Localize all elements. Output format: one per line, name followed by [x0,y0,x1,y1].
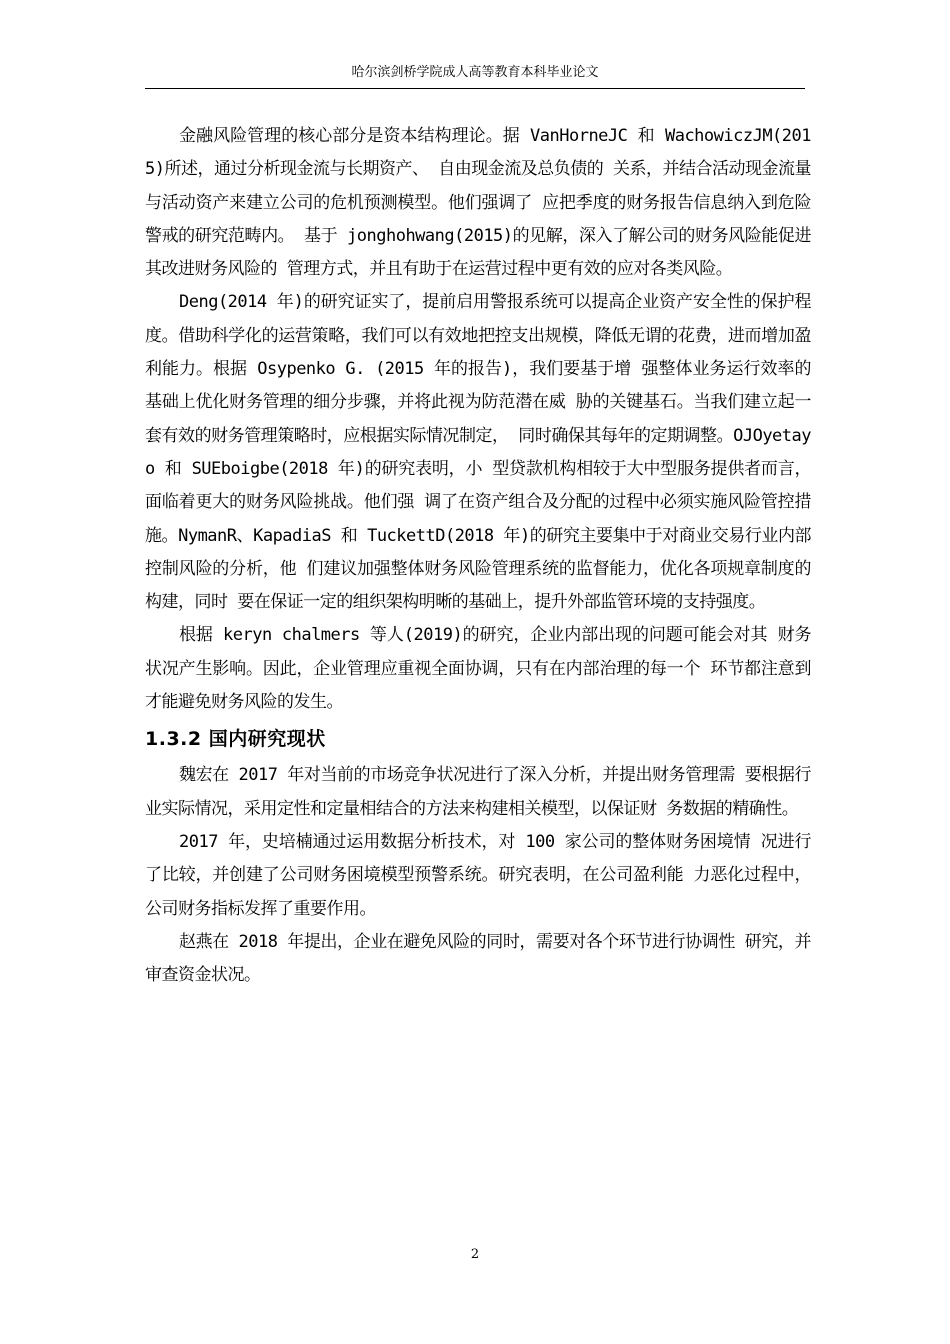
section-heading-domestic-research: 1.3.2 国内研究现状 [145,728,326,751]
paragraph-internal-coordination: 根据 keryn chalmers 等人(2019)的研究，企业内部出现的问题可能会对其 财务状况产生影响。因此，企业管理应重视全面协调，只有在内部治理的每一个 环节都注意到才能避免财务风险的发生。 [145,625,811,713]
paragraph-capital-structure: 金融风险管理的核心部分是资本结构理论。据 VanHorneJC 和 WachowiczJM(2015)所述，通过分析现金流与长期资产、 自由现金流及总负债的 关系，并结合活动现金流量与活动资产来建立公司的危机预测模型。他们强调了 应把季度的财务报告信息纳入到危险警戒的研究范畴内。 基于 jonghohwang(2015)的见解，深入了解公司的财务风险能促进其改进财务风险的 管理方式，并且有助于在运营过程中更有效的应对各类风险。 [145,126,811,280]
paragraph-shi-peinan: 2017 年，史培楠通过运用数据分析技术，对 100 家公司的整体财务困境情 况进行了比较，并创建了公司财务困境模型预警系统。研究表明，在公司盈利能 力恶化过程中，公司财务指标发挥了重要作用。 [145,831,811,919]
paragraph-zhao-yan: 赵燕在 2018 年提出，企业在避免风险的同时，需要对各个环节进行协调性 研究，并审查资金状况。 [145,931,811,986]
paragraph-early-warning: Deng(2014 年)的研究证实了，提前启用警报系统可以提高企业资产安全性的保护程度。借助科学化的运营策略，我们可以有效地把控支出规模，降低无谓的花费，进而增加盈利能力。根据 Osypenko G. (2015 年的报告)，我们要基于增 强整体业务运行效率的基础上优化财务管理的细分步骤，并将此视为防范潜在威 胁的关键基石。当我们建立起一套有效的财务管理策略时，应根据实际情况制定， 同时确保其每年的定期调整。OJOyetayo 和 SUEboigbe(2018 年)的研究表明，小 型贷款机构相较于大中型服务提供者而言，面临着更大的财务风险挑战。他们强 调了在资产组合及分配的过程中必须实施风险管控措施。NymanR、KapadiaS 和 TuckettD(2018 年)的研究主要集中于对商业交易行业内部控制风险的分析，他 们建议加强整体财务风险管理系统的监督能力，优化各项规章制度的构建，同时 要在保证一定的组织架构明晰的基础上，提升外部监管环境的支持强度。 [145,292,811,613]
running-header: 哈尔滨剑桥学院成人高等教育本科毕业论文 [351,65,599,80]
header-divider [145,88,805,89]
main-content [145,120,811,992]
paragraph-wei-hong: 魏宏在 2017 年对当前的市场竞争状况进行了深入分析，并提出财务管理需 要根据行业实际情况，采用定性和定量相结合的方法来构建相关模型，以保证财 务数据的精确性。 [145,765,811,819]
page-number: 2 [470,1247,480,1262]
